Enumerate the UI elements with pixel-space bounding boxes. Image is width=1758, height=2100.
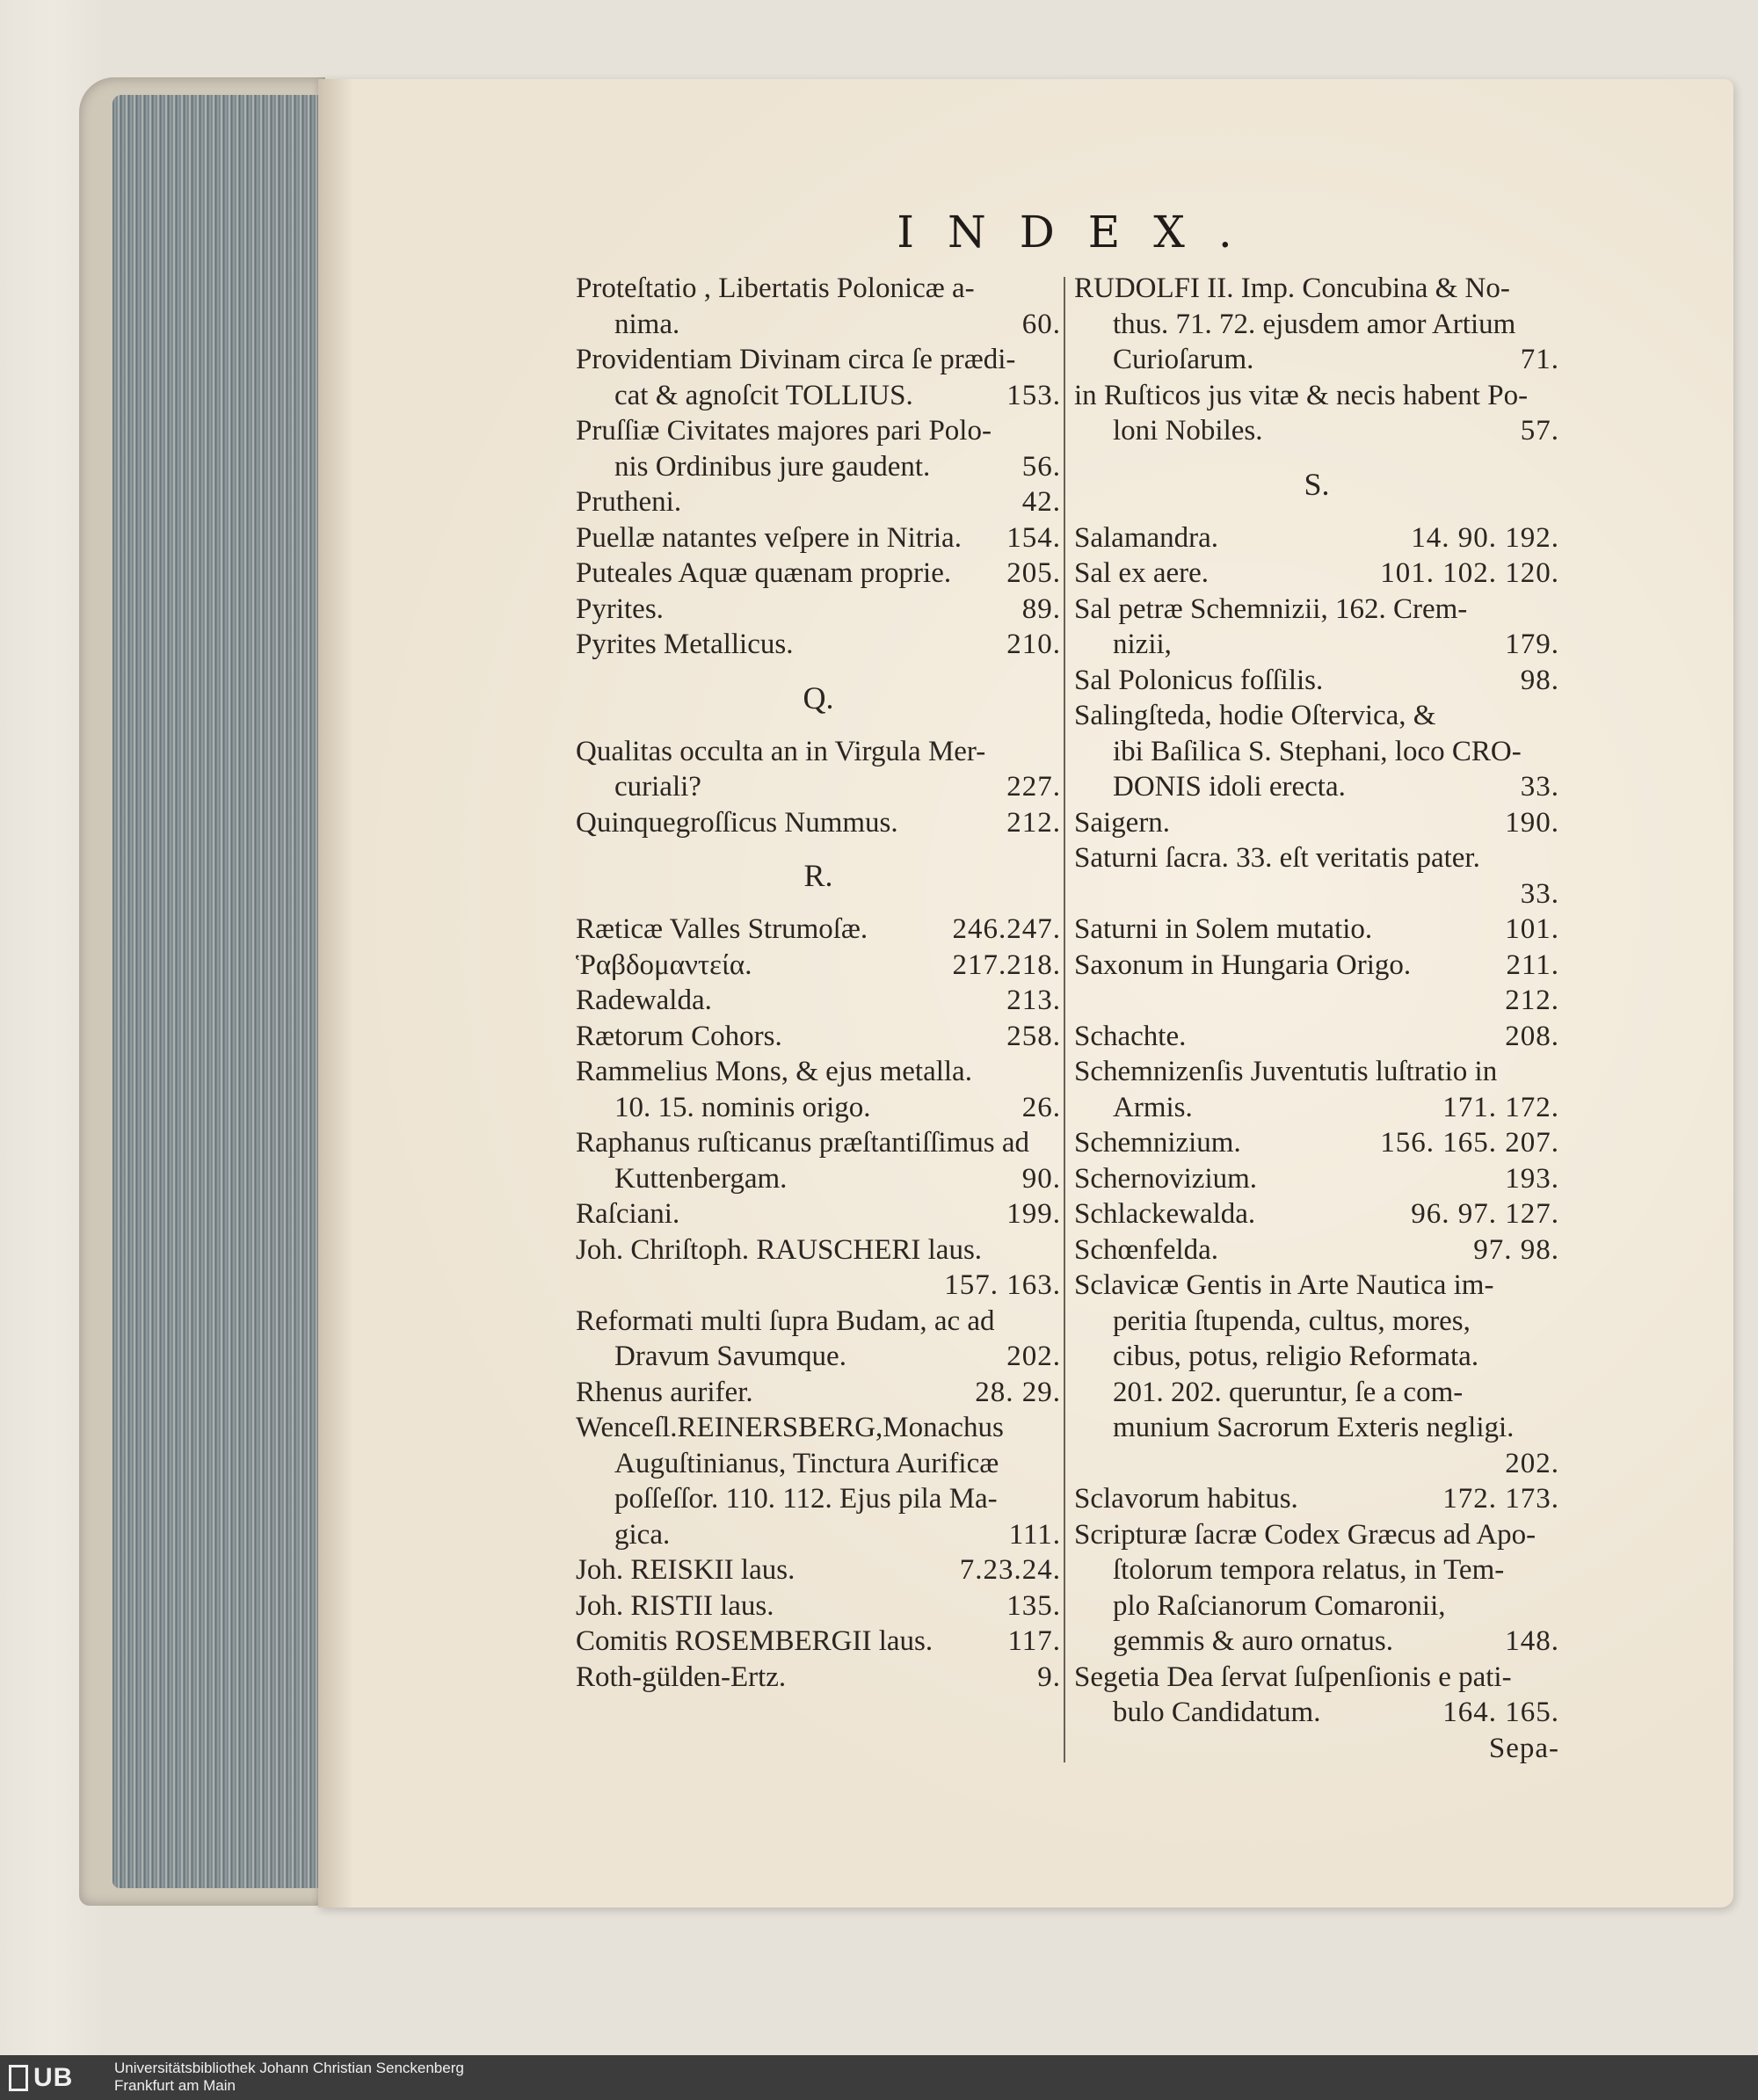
index-line: [576, 342, 1061, 378]
index-entry-text: Pyrites Metallicus.: [576, 629, 794, 660]
index-line: [576, 271, 1061, 307]
index-entry-text: in Ruſticos jus vitæ & necis habent Po-: [1074, 379, 1529, 411]
index-entry-text: cat & agnoſcit TOLLIUS.: [614, 379, 913, 411]
index-entry-text: Ῥαβδομαντεία.: [576, 948, 752, 981]
index-line: [576, 983, 1061, 1019]
index-line: [576, 1268, 1061, 1304]
page-reference: 212.: [1006, 806, 1061, 839]
index-line: [1074, 1375, 1559, 1411]
index-entry-text: Providentiam Divinam circa ſe prædi-: [576, 344, 1016, 375]
index-line: [576, 1624, 1061, 1660]
page-reference: 205.: [1006, 557, 1061, 589]
page-reference: 96. 97. 127.: [1411, 1198, 1559, 1230]
index-line: [1074, 1232, 1559, 1268]
index-line: [1074, 627, 1559, 663]
index-entry-text: Schemnizium.: [1074, 1127, 1241, 1159]
page-reference: 148.: [1505, 1625, 1559, 1657]
index-line: [1074, 1125, 1559, 1161]
index-line: [1074, 1196, 1559, 1232]
page-reference: 117.: [1007, 1625, 1061, 1657]
index-column-left: [576, 271, 1061, 1695]
page-reference: 212.: [1505, 985, 1559, 1016]
index-entry-text: Puellæ natantes veſpere in Nitria.: [576, 521, 962, 554]
page-reference: 213.: [1006, 985, 1061, 1016]
index-entry-text: Saigern.: [1074, 806, 1171, 839]
index-entry-text: Schemnizenſis Juventutis luſtratio in: [1074, 1056, 1498, 1087]
index-entry-text: ſtolorum tempora relatus, in Tem-: [1113, 1554, 1505, 1586]
page-reference: 211.: [1506, 948, 1559, 981]
index-line: [1074, 1410, 1559, 1446]
page-reference: 171. 172.: [1442, 1091, 1559, 1123]
index-line: [576, 1125, 1061, 1161]
index-line: [576, 1410, 1061, 1446]
index-line: [1074, 912, 1559, 948]
index-entry-text: Sal ex aere.: [1074, 557, 1209, 589]
index-line: [1074, 698, 1559, 734]
index-line: [576, 1090, 1061, 1126]
page-reference: 42.: [1021, 486, 1061, 518]
page-reference: 210.: [1006, 629, 1061, 660]
page-reference: 156. 165. 207.: [1380, 1127, 1559, 1159]
index-line: [1074, 948, 1559, 984]
page-reference: 246.247.: [952, 913, 1061, 945]
index-entry-text: Kuttenbergam.: [614, 1162, 788, 1195]
index-line: [1074, 805, 1559, 841]
page-reference: 157. 163.: [944, 1269, 1061, 1301]
index-line: [1074, 1731, 1559, 1767]
index-entry-text: Sal Polonicus foſſilis.: [1074, 664, 1324, 696]
index-entry-text: Curioſarum.: [1113, 344, 1254, 375]
index-entry-text: Puteales Aquæ quænam proprie.: [576, 557, 952, 589]
footer-line-1: Universitätsbibliothek Johann Christian Senckenberg: [114, 2060, 464, 2076]
library-logo: [9, 2063, 73, 2092]
index-line: [1074, 378, 1559, 414]
index-line: [576, 1339, 1061, 1375]
page-reference: 227.: [1006, 771, 1061, 803]
index-line: [1074, 1481, 1559, 1517]
index-line: [576, 1232, 1061, 1268]
index-line: [1074, 1552, 1559, 1588]
library-footer: [0, 2055, 1758, 2100]
index-line: [576, 769, 1061, 805]
page-reference: 111.: [1008, 1518, 1061, 1551]
section-letter: Q.: [803, 679, 834, 716]
index-entry-text: Rætorum Cohors.: [576, 1020, 782, 1052]
index-entry-text: Schœnfelda.: [1074, 1233, 1219, 1266]
index-line: [1074, 663, 1559, 699]
page-reference: 202.: [1505, 1447, 1559, 1479]
page-reference: 258.: [1006, 1020, 1061, 1052]
page-reference: 217.218.: [952, 948, 1061, 981]
page-reference: 154.: [1006, 521, 1061, 554]
index-line: [576, 1304, 1061, 1340]
logo-text: UB: [33, 2062, 74, 2092]
page-reference: 199.: [1006, 1198, 1061, 1230]
index-line: [1074, 592, 1559, 628]
index-line: [576, 1481, 1061, 1517]
index-line: [576, 627, 1061, 663]
index-entry-text: nis Ordinibus jure gaudent.: [614, 450, 931, 483]
index-line: [1074, 769, 1559, 805]
index-entry-text: loni Nobiles.: [1113, 415, 1263, 447]
index-line: [576, 556, 1061, 592]
page-reference: 71.: [1520, 344, 1559, 375]
index-line: [576, 1588, 1061, 1624]
index-entry-text: Quinquegroſſicus Nummus.: [576, 806, 898, 839]
page-reference: 164. 165.: [1442, 1697, 1559, 1728]
page-title: INDEX.: [897, 207, 1266, 258]
index-line: [576, 592, 1061, 628]
index-line: [1074, 876, 1559, 912]
index-line: [576, 307, 1061, 343]
index-entry-text: poſſeſſor. 110. 112. Ejus pila Ma-: [614, 1483, 998, 1515]
page-reference: 14. 90. 192.: [1411, 521, 1559, 554]
index-line: [1074, 1339, 1559, 1375]
page-reference: 172. 173.: [1442, 1483, 1559, 1515]
index-entry-text: bulo Candidatum.: [1113, 1697, 1321, 1728]
index-line: [576, 1019, 1061, 1055]
page-reference: 33.: [1520, 771, 1559, 803]
index-entry-text: Segetia Dea ſervat ſuſpenſionis e pati-: [1074, 1660, 1512, 1693]
index-entry-text: Saxonum in Hungaria Origo.: [1074, 948, 1412, 981]
index-line: [1074, 840, 1559, 876]
index-line: [576, 378, 1061, 414]
index-entry-text: Joh. REISKII laus.: [576, 1554, 795, 1586]
index-line: [576, 1660, 1061, 1696]
index-entry-text: Sclavicæ Gentis in Arte Nautica im-: [1074, 1269, 1494, 1301]
index-entry-text: Rammelius Mons, & ejus metalla.: [576, 1056, 972, 1087]
index-line: [1074, 1019, 1559, 1055]
page-reference: 7.23.24.: [959, 1554, 1061, 1586]
index-entry-text: Rhenus aurifer.: [576, 1376, 753, 1408]
index-entry-text: Schlackewalda.: [1074, 1198, 1256, 1230]
page-reference: 97. 98.: [1473, 1233, 1559, 1266]
index-line: [1074, 307, 1559, 343]
index-entry-text: thus. 71. 72. ejusdem amor Artium: [1113, 308, 1516, 340]
index-line: [576, 484, 1061, 520]
footer-line-2: Frankfurt am Main: [114, 2077, 236, 2094]
page-reference: 101. 102. 120.: [1380, 557, 1559, 589]
index-entry-text: Raphanus ruſticanus præſtantiſſimus ad: [576, 1127, 1030, 1159]
index-line: [576, 1517, 1061, 1553]
index-entry-text: Dravum Savumque.: [614, 1341, 846, 1372]
index-line: [1074, 1090, 1559, 1126]
index-entry-text: gica.: [614, 1518, 671, 1551]
page-reference: Sepa-: [1488, 1732, 1559, 1764]
index-entry-text: Ræticæ Valles Strumoſæ.: [576, 913, 868, 945]
index-line: [576, 734, 1061, 770]
index-entry-text: Scripturæ ſacræ Codex Græcus ad Apo-: [1074, 1518, 1536, 1551]
page-reference: 9.: [1037, 1660, 1061, 1693]
index-entry-text: nima.: [614, 308, 680, 340]
index-entry-text: Schernovizium.: [1074, 1162, 1258, 1195]
index-entry-text: Schachte.: [1074, 1020, 1187, 1052]
index-line: [576, 1552, 1061, 1588]
index-line: [576, 1375, 1061, 1411]
page-reference: 193.: [1505, 1162, 1559, 1195]
page-reference: 33.: [1520, 877, 1559, 910]
index-entry-text: Joh. Chriſtoph. RAUSCHERI laus.: [576, 1233, 983, 1266]
index-entry-text: RUDOLFI II. Imp. Concubina & No-: [1074, 272, 1510, 304]
index-line: [1074, 1268, 1559, 1304]
page-reference: 153.: [1006, 379, 1061, 411]
index-line: [576, 449, 1061, 485]
index-line: [1074, 734, 1559, 770]
page-reference: 98.: [1520, 664, 1559, 696]
page-reference: 101.: [1505, 913, 1559, 945]
page-edges: [113, 95, 323, 1888]
page-reference: 89.: [1021, 592, 1061, 625]
page-reference: 28. 29.: [975, 1376, 1061, 1408]
column-divider: [1064, 277, 1065, 1762]
index-entry-text: Sclavorum habitus.: [1074, 1483, 1298, 1515]
logo-mark-icon: [9, 2065, 28, 2091]
page-reference: 56.: [1021, 450, 1061, 483]
index-entry-text: Salingſteda, hodie Oſtervica, &: [1074, 700, 1436, 731]
page-reference: 26.: [1021, 1091, 1061, 1123]
page-reference: 208.: [1505, 1020, 1559, 1052]
index-line: [576, 805, 1061, 841]
index-line: [1074, 1695, 1559, 1731]
index-entry-text: curiali?: [614, 771, 701, 803]
index-entry-text: peritia ſtupenda, cultus, mores,: [1113, 1304, 1471, 1337]
index-entry-text: Raſciani.: [576, 1198, 680, 1230]
index-line: [1074, 983, 1559, 1019]
index-entry-text: munium Sacrorum Exteris negligi.: [1113, 1412, 1515, 1443]
index-line: [1074, 1446, 1559, 1482]
index-line: [1074, 413, 1559, 449]
index-entry-text: Saturni ſacra. 33. eſt veritatis pater.: [1074, 842, 1480, 874]
index-entry-text: 10. 15. nominis origo.: [614, 1091, 871, 1123]
page-reference: 60.: [1021, 308, 1061, 340]
index-line: [576, 1446, 1061, 1482]
index-line: [1074, 1517, 1559, 1553]
index-line: [576, 413, 1061, 449]
page-reference: 135.: [1006, 1589, 1061, 1622]
index-line: [1074, 1161, 1559, 1197]
index-line: [576, 520, 1061, 556]
index-entry-text: Pruſſiæ Civitates majores pari Polo-: [576, 415, 992, 447]
index-line: [1074, 556, 1559, 592]
index-line: [1074, 1660, 1559, 1696]
index-entry-text: plo Raſcianorum Comaronii,: [1113, 1589, 1446, 1622]
index-entry-text: 201. 202. queruntur, ſe a com-: [1113, 1376, 1464, 1408]
index-line: [1074, 271, 1559, 307]
index-line: [1074, 520, 1559, 556]
index-line: [576, 1161, 1061, 1197]
page-reference: 179.: [1505, 629, 1559, 660]
section-letter: S.: [1304, 466, 1330, 502]
index-entry-text: Reformati multi ſupra Budam, ac ad: [576, 1304, 995, 1337]
index-entry-text: nizii,: [1113, 629, 1172, 660]
index-entry-text: Joh. RISTII laus.: [576, 1589, 774, 1622]
index-entry-text: Proteſtatio , Libertatis Polonicæ a-: [576, 272, 975, 304]
index-entry-text: Roth-gülden-Ertz.: [576, 1660, 787, 1693]
index-entry-text: Qualitas occulta an in Virgula Mer-: [576, 735, 986, 767]
index-column-right: [1074, 271, 1559, 1766]
page-reference: 202.: [1006, 1341, 1061, 1372]
index-entry-text: Armis.: [1113, 1091, 1193, 1123]
page-reference: 90.: [1021, 1162, 1061, 1195]
index-line: [1074, 1054, 1559, 1090]
index-line: [576, 912, 1061, 948]
index-line: [576, 1196, 1061, 1232]
footer-text: [114, 2060, 464, 2095]
page-reference: 190.: [1505, 806, 1559, 839]
index-line: [1074, 342, 1559, 378]
index-entry-text: Comitis ROSEMBERGII laus.: [576, 1625, 933, 1657]
index-entry-text: gemmis & auro ornatus.: [1113, 1625, 1393, 1657]
index-entry-text: cibus, potus, religio Reformata.: [1113, 1341, 1479, 1372]
index-entry-text: Pyrites.: [576, 592, 664, 625]
index-line: [1074, 1304, 1559, 1340]
index-entry-text: Salamandra.: [1074, 521, 1219, 554]
index-entry-text: Sal petræ Schemnizii, 162. Crem-: [1074, 592, 1468, 625]
index-entry-text: Auguſtinianus, Tinctura Aurificæ: [614, 1447, 999, 1479]
section-letter: R.: [803, 858, 833, 893]
index-line: [1074, 1588, 1559, 1624]
index-line: [576, 1054, 1061, 1090]
index-entry-text: DONIS idoli erecta.: [1113, 771, 1346, 803]
index-entry-text: Wenceſl.REINERSBERG,Monachus: [576, 1412, 1004, 1443]
index-entry-text: Saturni in Solem mutatio.: [1074, 913, 1373, 945]
index-line: [1074, 1624, 1559, 1660]
index-entry-text: ibi Baſilica S. Stephani, loco CRO-: [1113, 735, 1522, 767]
page-reference: 57.: [1520, 415, 1559, 447]
index-line: [576, 948, 1061, 984]
index-entry-text: Radewalda.: [576, 985, 712, 1016]
index-entry-text: Prutheni.: [576, 486, 682, 518]
